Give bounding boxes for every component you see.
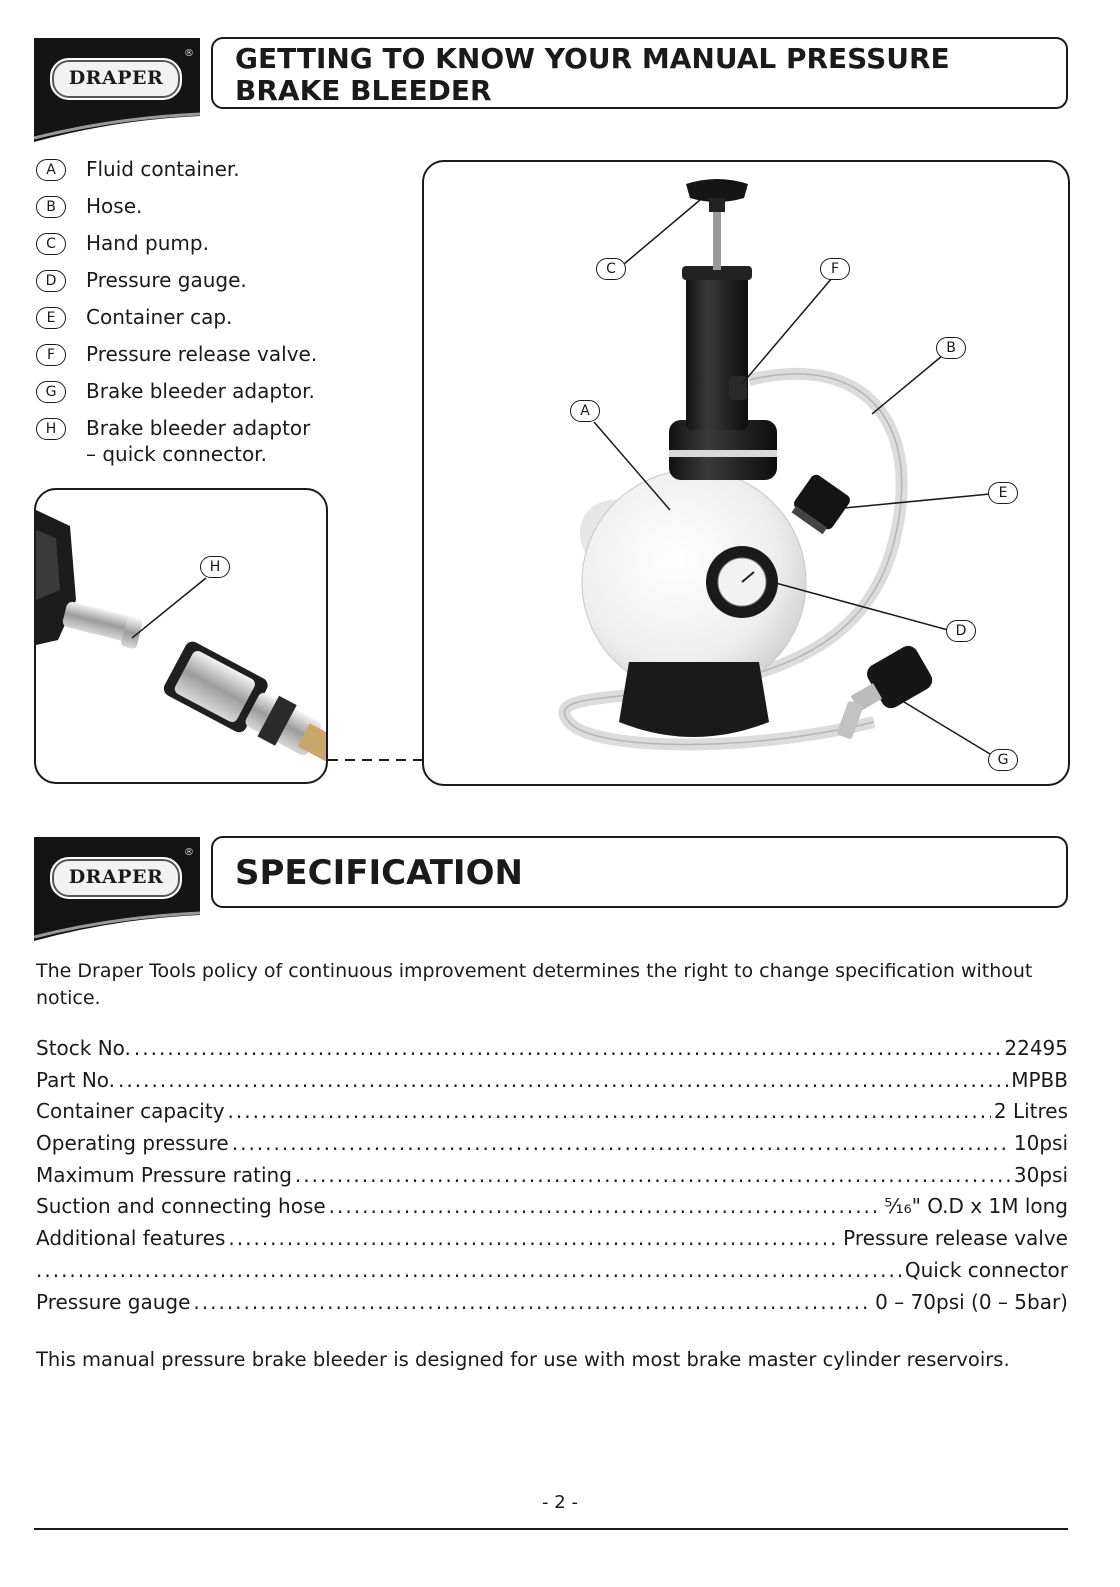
spec-row [36, 1068, 1068, 1100]
callout-g: G [988, 749, 1018, 771]
callout-c: C [596, 258, 626, 280]
spec-label: Maximum Pressure rating [36, 1162, 292, 1187]
spec-leader-dots [232, 1131, 1011, 1155]
spec-row [36, 1258, 1068, 1290]
product-diagram-panel [422, 160, 1070, 786]
spec-label: Additional features [36, 1226, 226, 1251]
logo-text: DRAPER [68, 866, 164, 888]
brake-bleeder-illustration [424, 162, 1070, 786]
legend-letter: H [36, 418, 66, 440]
callout-f: F [820, 258, 850, 280]
spec-label: Container capacity [36, 1099, 225, 1124]
callout-d: D [946, 620, 976, 642]
title-specification: SPECIFICATION [235, 853, 523, 893]
spec-leader-dots [118, 1068, 1008, 1092]
footer-rule [34, 1528, 1068, 1530]
logo-text: DRAPER [68, 67, 164, 89]
legend-letter: C [36, 233, 66, 255]
spec-leader-dots [329, 1194, 882, 1218]
legend-letter: B [36, 196, 66, 218]
spec-value: 2 Litres [993, 1099, 1068, 1124]
legend-text: Hand pump. [86, 231, 209, 255]
spec-label: Stock No. [36, 1036, 131, 1060]
legend-text: Pressure release valve. [86, 342, 318, 366]
spec-value: Pressure release valve [843, 1226, 1068, 1251]
page-number: - 2 - [542, 1492, 578, 1513]
spec-row [36, 1226, 1068, 1258]
spec-value: 30psi [1013, 1162, 1068, 1187]
title-line-1: GETTING TO KNOW YOUR MANUAL PRESSURE [235, 42, 950, 75]
spec-row [36, 1131, 1068, 1163]
spec-row [36, 1290, 1068, 1322]
spec-value: 22495 [1004, 1036, 1068, 1060]
draper-logo [50, 857, 182, 899]
registered-mark-icon: ® [184, 847, 194, 858]
logo-swoosh [34, 911, 200, 945]
spec-row [36, 1099, 1068, 1131]
callout-a: A [570, 400, 600, 422]
legend-text: Hose. [86, 194, 143, 218]
spec-row [36, 1194, 1068, 1226]
spec-leader-dots [228, 1226, 840, 1250]
legend-letter: A [36, 159, 66, 181]
spec-leader-dots [295, 1163, 1011, 1187]
legend-text: Brake bleeder adaptor. [86, 379, 315, 403]
registered-mark-icon: ® [184, 48, 194, 59]
spec-label: Pressure gauge [36, 1289, 191, 1314]
callout-e: E [988, 482, 1018, 504]
draper-logo-tab [34, 837, 200, 943]
spec-value: Quick connector [904, 1257, 1068, 1282]
spec-value: MPBB [1011, 1067, 1068, 1092]
legend-letter: F [36, 344, 66, 366]
legend-letter: D [36, 270, 66, 292]
legend-letter: G [36, 381, 66, 403]
policy-notice: The Draper Tools policy of continuous improvement determines the right to change specification without notice. [36, 960, 1033, 1009]
spec-leader-dots [228, 1099, 991, 1123]
legend-text: Pressure gauge. [86, 268, 247, 292]
spec-label: Suction and connecting hose [36, 1194, 326, 1219]
spec-leader-dots [36, 1258, 902, 1282]
usage-note: This manual pressure brake bleeder is designed for use with most brake master cylinder reservoirs. [36, 1348, 1010, 1371]
spec-leader-dots [134, 1036, 1001, 1060]
spec-value: 0 – 70psi (0 – 5bar) [875, 1289, 1068, 1314]
callout-h: H [200, 556, 230, 578]
legend-letter: E [36, 307, 66, 329]
spec-label: Operating pressure [36, 1131, 229, 1156]
spec-label: Part No. [36, 1067, 116, 1092]
legend-text-line-2: – quick connector. [86, 442, 267, 466]
callout-b: B [936, 337, 966, 359]
spec-value: ⁵⁄₁₆" O.D x 1M long [884, 1194, 1068, 1219]
legend-text-line-1: Brake bleeder adaptor [86, 416, 311, 440]
spec-value: 10psi [1013, 1131, 1068, 1156]
spec-row [36, 1036, 1068, 1068]
legend-text: Fluid container. [86, 157, 240, 181]
spec-leader-dots [193, 1290, 872, 1314]
specification-list [36, 1036, 1068, 1321]
legend-text: Container cap. [86, 305, 233, 329]
section-title-specification [211, 836, 1068, 908]
spec-row [36, 1163, 1068, 1195]
title-line-2: BRAKE BLEEDER [235, 74, 492, 107]
